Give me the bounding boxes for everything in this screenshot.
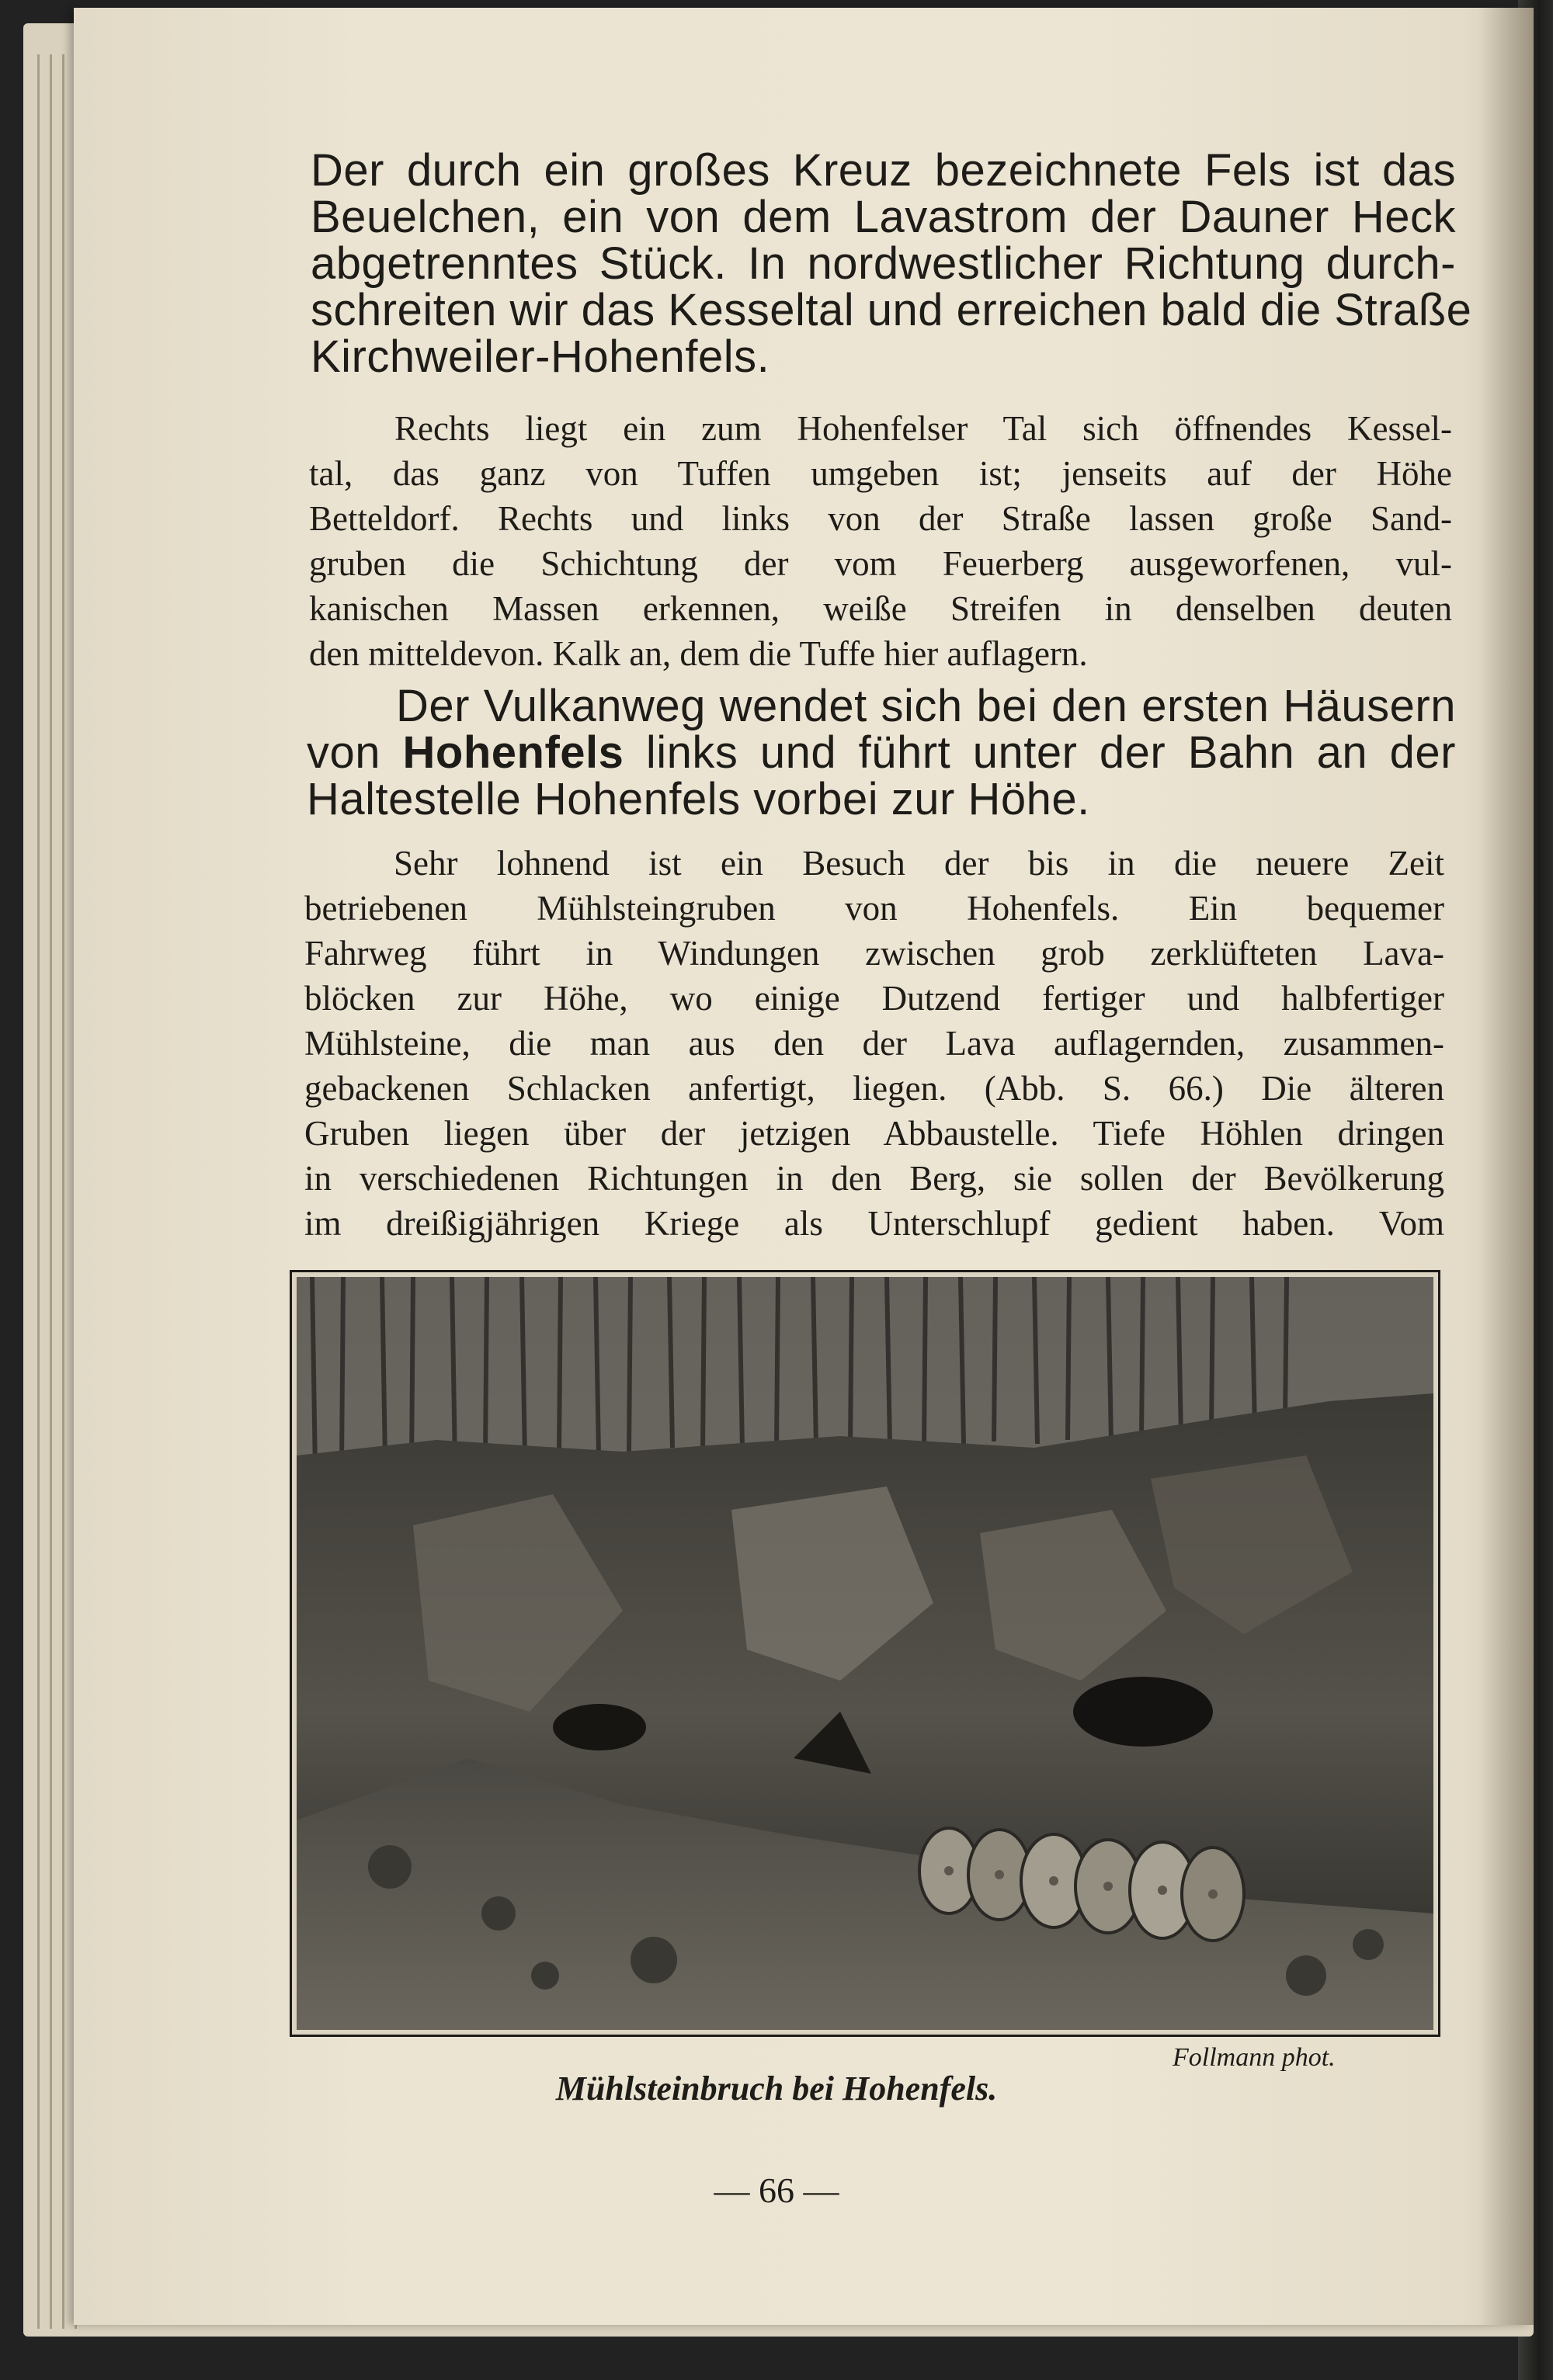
text-line: betriebenen Mühlsteingruben von Hohenfels. Ein bequemer <box>304 889 1444 928</box>
text-line: in verschiedenen Richtungen in den Berg, sie sollen der Bevölkerung <box>304 1159 1444 1198</box>
text-line: tal, das ganz von Tuffen umgeben ist; jenseits auf der Höhe <box>309 454 1452 493</box>
text-fragment: von <box>307 727 381 778</box>
gutter-shadow <box>1479 8 1534 2325</box>
text-line: Haltestelle Hohenfels vorbei zur Höhe. <box>307 774 1090 824</box>
page-number: — 66 — <box>714 2170 839 2210</box>
text-line <box>307 727 1456 778</box>
page-edge-line <box>50 54 52 2329</box>
text-line: Fahrweg führt in Windungen zwischen grob zerklüfteten Lava- <box>304 934 1444 973</box>
page-edge-line <box>62 54 64 2329</box>
text-line: blöcken zur Höhe, wo einige Dutzend fertiger und halbfertiger <box>304 979 1444 1018</box>
photo-credit: Follmann phot. <box>1173 2043 1336 2072</box>
text-line: kanischen Massen erkennen, weiße Streifen in denselben deuten <box>309 589 1452 628</box>
text-line: gruben die Schichtung der vom Feuerberg ausgeworfenen, vul- <box>309 544 1452 583</box>
text-line: gebackenen Schlacken anfertigt, liegen. (Abb. S. 66.) Die älteren <box>304 1069 1444 1108</box>
text-line: Kirchweiler-Hohenfels. <box>311 331 770 382</box>
paragraph-4 <box>304 841 1444 1246</box>
quarry-photograph <box>290 1270 1440 2037</box>
text-line: im dreißigjährigen Kriege als Unterschlupf gedient haben. Vom <box>304 1204 1444 1243</box>
place-name-bold: Hohenfels <box>402 727 624 778</box>
text-line: Rechts liegt ein zum Hohenfelser Tal sich öffnendes Kessel- <box>394 409 1452 448</box>
text-line: den mitteldevon. Kalk an, dem die Tuffe hier auflagern. <box>309 634 1088 673</box>
figure-caption: Mühlsteinbruch bei Hohenfels. <box>555 2069 998 2108</box>
text-line: Gruben liegen über der jetzigen Abbaustelle. Tiefe Höhlen dringen <box>304 1114 1444 1153</box>
paragraph-3 <box>307 683 1456 823</box>
paragraph-2 <box>309 406 1452 676</box>
quarry-photo-illustration <box>297 1277 1433 2030</box>
text-line: Der durch ein großes Kreuz bezeichnete Fels ist das <box>311 145 1456 196</box>
text-line: Der Vulkanweg wendet sich bei den ersten Häusern <box>396 681 1456 731</box>
text-line: schreiten wir das Kesseltal und erreichen bald die Straße <box>311 285 1472 335</box>
page-edge-line <box>37 54 40 2329</box>
text-line: Beuelchen, ein von dem Lavastrom der Dauner Heck <box>311 192 1456 242</box>
paragraph-1 <box>311 145 1472 382</box>
text-line: Mühlsteine, die man aus den der Lava auflagernden, zusammen- <box>304 1024 1444 1063</box>
text-line: Sehr lohnend ist ein Besuch der bis in die neuere Zeit <box>394 844 1444 883</box>
text-line: Betteldorf. Rechts und links von der Straße lassen große Sand- <box>309 499 1452 538</box>
text-line: abgetrenntes Stück. In nordwestlicher Richtung durch- <box>311 238 1456 289</box>
text-fragment: links und führt unter der Bahn an der <box>645 727 1456 778</box>
